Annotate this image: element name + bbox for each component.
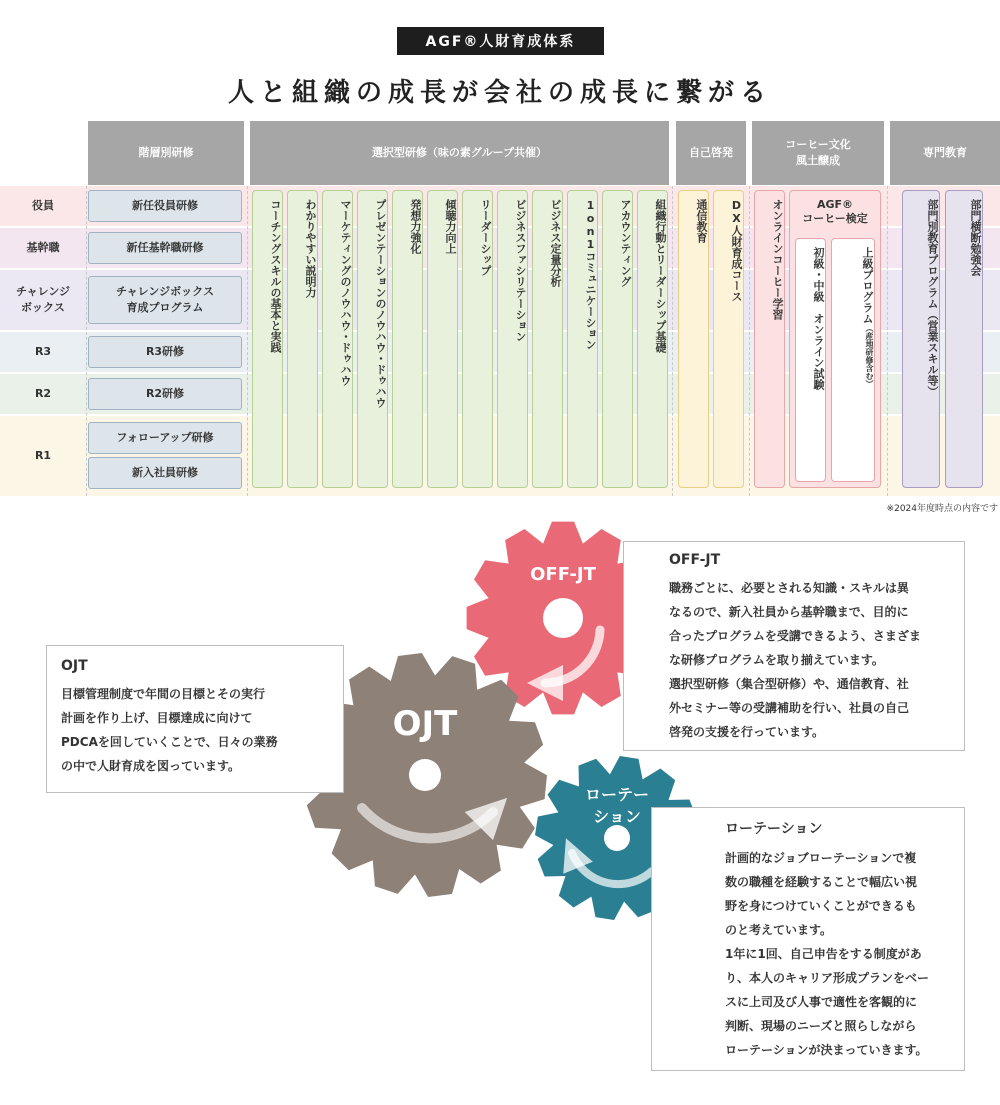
description-line: な研修プログラムを取り揃えています。 (669, 653, 884, 667)
description-line: 計画を作り上げ、目標達成に向けて (61, 711, 253, 725)
description-line: 1年に1回、自己申告をする制度があ (725, 947, 922, 961)
selective-training-item (462, 190, 493, 488)
selective-training-label: 発想力強化 (409, 199, 422, 254)
rotation-description-title: ローテーション (725, 821, 823, 837)
description-line: 外セミナー等の受講補助を行い、社員の自己 (669, 701, 910, 715)
specialist-cross-text: 部門横断勉強会 (969, 199, 982, 276)
description-line: 計画的なジョブローテーションで複 (725, 851, 917, 865)
coffee-online-text: オンラインコーヒー学習 (771, 199, 784, 320)
separator (672, 186, 673, 496)
rotation-description-box (651, 807, 965, 1071)
offjt-gear-hub (543, 598, 583, 638)
specialist-dept-text: 部門別教育プログラム (926, 199, 939, 309)
selective-training-label: わかりやすい説明力 (304, 199, 317, 298)
description-line: ローテーションが決まっていきます。 (725, 1043, 928, 1057)
description-line: のと考えています。 (725, 923, 833, 937)
description-line: なるので、新入社員から基幹職まで、目的に (669, 605, 909, 619)
coffee-advanced-program (831, 238, 875, 482)
separator (247, 186, 248, 496)
header-level: 階層別研修 (88, 121, 244, 185)
separator (749, 186, 750, 496)
row-label-executive: 役員 (32, 198, 54, 212)
selective-training-label: プレゼンテーションのノウハウ・ドゥハウ (374, 199, 387, 408)
self-dev-correspondence-text: 通信教育 (695, 199, 708, 243)
self-dev-dx (713, 190, 744, 488)
selective-training-item (567, 190, 598, 488)
selective-training-item (322, 190, 353, 488)
selective-training-item (287, 190, 318, 488)
selective-training-label: 傾聴力向上 (444, 199, 457, 254)
selective-training-item (532, 190, 563, 488)
header-coffee (752, 121, 884, 185)
description-line: り、本人のキャリア形成プランをベー (725, 971, 930, 985)
ojt-description-box (46, 645, 344, 793)
selective-training-item (392, 190, 423, 488)
description-line: 合ったプログラムを受講できるよう、さまざま (669, 629, 921, 643)
level-training-manager: 新任基幹職研修 (88, 232, 242, 264)
row-label-challenge: チャレンジ ボックス (15, 284, 71, 314)
level-training-r2: R2研修 (88, 378, 242, 410)
offjt-description-box (623, 541, 965, 751)
level-training-challenge: チャレンジボックス 育成プログラム (88, 276, 242, 324)
selective-training-label: コーチングスキルの基本と実践 (269, 199, 282, 353)
selective-training-item (357, 190, 388, 488)
selective-training-item (427, 190, 458, 488)
coffee-advanced-text: 上級プログラム (861, 247, 874, 324)
agf-coffee-exam-title (789, 198, 881, 227)
selective-training-label: 1on1コミュニケーション (584, 199, 597, 350)
coffee-online-learning (754, 190, 785, 488)
row-label-r3: R3 (34, 344, 52, 358)
header-self: 自己啓発 (676, 121, 746, 185)
selective-training-label: ビジネス定量分析 (549, 199, 562, 287)
selective-training-label: 組織行動とリーダーシップ基礎 (654, 199, 667, 353)
row-label-r2: R2 (34, 386, 52, 400)
selective-training-item (252, 190, 283, 488)
selective-training-item (602, 190, 633, 488)
selective-training-item (637, 190, 668, 488)
selective-training-label: リーダーシップ (479, 199, 492, 276)
header-coffee-line1: コーヒー文化 (785, 138, 851, 152)
agf-title-line2: コーヒー検定 (802, 212, 868, 226)
coffee-basic-exam (795, 238, 826, 482)
rotation-gear-label-2: ション (593, 807, 641, 826)
header-selective: 選択型研修（味の素グループ共催） (250, 121, 669, 185)
specialist-dept-program (902, 190, 940, 488)
level-training-newhire: 新入社員研修 (88, 457, 242, 489)
self-dev-dx-text: DX人財育成コース (730, 199, 743, 302)
offjt-description-body (669, 576, 950, 744)
description-line: 判断、現場のニーズと照らしながら (725, 1019, 917, 1033)
ojt-description-title: OJT (61, 658, 88, 674)
header-specialist: 専門教育 (890, 121, 1000, 185)
selective-training-label: アカウンティング (619, 199, 632, 287)
coffee-basic-text: 初級・中級 オンライン試験 (812, 247, 825, 390)
specialist-dept-note: （営業スキル等） (926, 309, 939, 397)
selective-training-label: マーケティングのノウハウ・ドゥハウ (339, 199, 352, 386)
rotation-description-body (725, 846, 954, 1062)
title-badge: AGF®人財育成体系 (397, 27, 604, 55)
description-line: スに上司及び人事で適性を客観的に (725, 995, 918, 1009)
description-line: の中で人財育成を図っています。 (61, 759, 241, 773)
specialist-cross-study (945, 190, 983, 488)
header-coffee-line2: 風土醸成 (796, 154, 840, 167)
footnote: ※2024年度時点の内容です (886, 504, 998, 514)
selective-training-label: ビジネスファシリテーション (514, 199, 527, 342)
selective-training-item (497, 190, 528, 488)
page-title: 人と組織の成長が会社の成長に繋がる (227, 78, 772, 108)
separator (887, 186, 888, 496)
description-line: 野を身につけていくことができるも (725, 899, 917, 913)
ojt-description-body (61, 682, 329, 778)
description-line: 職務ごとに、必要とされる知識・スキルは異 (669, 581, 909, 595)
level-training-executive: 新任役員研修 (88, 190, 242, 222)
ojt-gear-hub (409, 759, 441, 791)
description-line: 選択型研修（集合型研修）や、通信教育、社 (669, 677, 909, 691)
description-line: 啓発の支援を行っています。 (669, 725, 825, 739)
rotation-gear-label-1: ローテー (584, 785, 650, 804)
offjt-gear-label: OFF-JT (530, 564, 596, 585)
rotation-gear-hub (604, 825, 630, 851)
agf-title-line1: AGF® (816, 198, 854, 211)
row-label-r1: R1 (34, 448, 52, 462)
description-line: PDCAを回していくことで、日々の業務 (61, 735, 278, 749)
level-training-r3: R3研修 (88, 336, 242, 368)
ojt-gear-label: OJT (392, 704, 458, 744)
description-line: 数の職種を経験することで幅広い視 (725, 875, 918, 889)
description-line: 目標管理制度で年間の目標とその実行 (61, 687, 266, 701)
separator (86, 186, 87, 496)
coffee-advanced-note: （産地研修含む） (865, 324, 874, 388)
level-training-followup: フォローアップ研修 (88, 422, 242, 454)
offjt-description-title: OFF-JT (669, 552, 721, 568)
row-label-manager: 基幹職 (26, 240, 60, 254)
self-dev-correspondence (678, 190, 709, 488)
